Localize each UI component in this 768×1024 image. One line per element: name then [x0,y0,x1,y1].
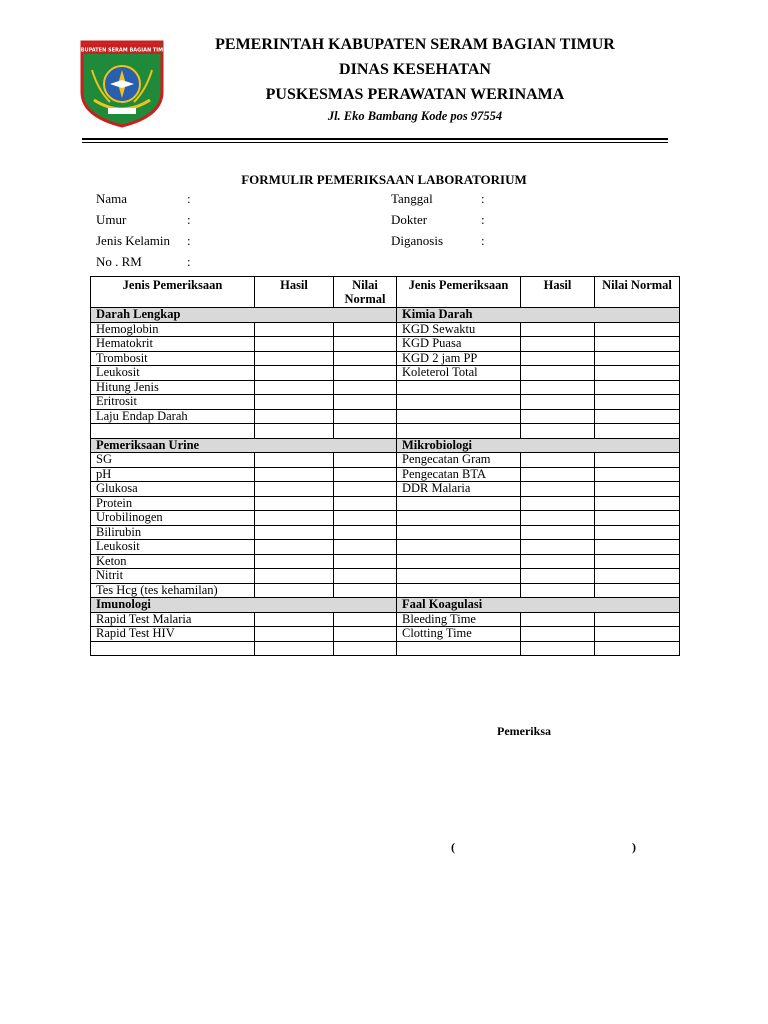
result-cell[interactable] [521,467,595,482]
normal-value-cell[interactable] [595,366,680,381]
table-row [91,366,680,381]
result-cell[interactable] [521,554,595,569]
field-label-tanggal: Tanggal [391,191,433,206]
result-cell[interactable] [255,366,334,381]
signature-close-paren: ) [632,840,636,854]
normal-value-cell[interactable] [334,583,397,598]
normal-value-cell[interactable] [595,496,680,511]
result-cell[interactable] [255,395,334,410]
result-cell[interactable] [255,482,334,497]
field-colon: : [481,233,485,248]
normal-value-cell[interactable] [595,395,680,410]
result-cell[interactable] [521,482,595,497]
exam-name-cell [397,540,521,555]
table-row [91,612,680,627]
normal-value-cell[interactable] [334,380,397,395]
exam-name-cell: Hematokrit [91,337,255,352]
normal-value-cell[interactable] [595,540,680,555]
lab-table-body [91,308,680,656]
table-row [91,438,680,453]
normal-value-cell[interactable] [595,424,680,439]
header-rule-thick [82,138,668,140]
table-row [91,322,680,337]
normal-value-cell[interactable] [595,641,680,656]
result-cell[interactable] [255,351,334,366]
normal-value-cell[interactable] [595,511,680,526]
exam-name-cell: Hitung Jenis [91,380,255,395]
exam-name-cell [397,511,521,526]
exam-name-cell [397,525,521,540]
normal-value-cell[interactable] [595,337,680,352]
field-colon: : [187,191,191,206]
header-address: Jl. Eko Bambang Kode pos 97554 [327,109,503,123]
table-row [91,395,680,410]
normal-value-cell[interactable] [595,525,680,540]
field-colon: : [187,233,191,248]
result-cell[interactable] [255,467,334,482]
table-row [91,583,680,598]
exam-name-cell: Clotting Time [397,627,521,642]
table-row [91,569,680,584]
exam-name-cell: Protein [91,496,255,511]
normal-value-cell[interactable] [334,351,397,366]
normal-value-cell[interactable] [334,424,397,439]
normal-value-cell[interactable] [595,583,680,598]
section-heading: Kimia Darah [397,308,680,323]
field-label-no-rm: No . RM [96,254,142,269]
normal-value-cell[interactable] [334,467,397,482]
exam-name-cell: Nitrit [91,569,255,584]
table-row [91,496,680,511]
form-title: FORMULIR PEMERIKSAAN LABORATORIUM [241,172,527,187]
exam-name-cell [397,569,521,584]
result-cell[interactable] [521,569,595,584]
result-cell[interactable] [255,612,334,627]
normal-value-cell[interactable] [334,511,397,526]
table-row [91,308,680,323]
field-label-jenis-kelamin: Jenis Kelamin [96,233,171,248]
exam-name-cell: Keton [91,554,255,569]
result-cell[interactable] [255,525,334,540]
normal-value-cell[interactable] [595,322,680,337]
normal-value-cell[interactable] [595,554,680,569]
normal-value-cell[interactable] [595,453,680,468]
table-row [91,337,680,352]
table-row [91,525,680,540]
result-cell[interactable] [521,511,595,526]
header-puskesmas: PUSKESMAS PERAWATAN WERINAMA [265,86,565,103]
svg-text:KABUPATEN SERAM BAGIAN TIMUR: KABUPATEN SERAM BAGIAN TIMUR [72,47,172,54]
exam-name-cell: Leukosit [91,366,255,381]
table-row [91,424,680,439]
exam-name-cell [397,424,521,439]
table-row [91,540,680,555]
result-cell[interactable] [521,627,595,642]
result-cell[interactable] [521,641,595,656]
exam-name-cell: Rapid Test HIV [91,627,255,642]
exam-name-cell: Glukosa [91,482,255,497]
result-cell[interactable] [255,554,334,569]
field-colon: : [481,212,485,227]
table-row [91,380,680,395]
normal-value-cell[interactable] [334,337,397,352]
exam-name-cell: Bleeding Time [397,612,521,627]
exam-name-cell [397,554,521,569]
result-cell[interactable] [521,583,595,598]
table-row [91,409,680,424]
exam-name-cell: KGD Sewaktu [397,322,521,337]
result-cell[interactable] [521,540,595,555]
table-row [91,641,680,656]
result-cell[interactable] [255,337,334,352]
section-heading: Pemeriksaan Urine [91,438,397,453]
lab-exam-table [90,276,680,656]
result-cell[interactable] [521,424,595,439]
field-colon: : [187,254,191,269]
result-cell[interactable] [255,424,334,439]
result-cell[interactable] [521,612,595,627]
exam-name-cell: Laju Endap Darah [91,409,255,424]
field-colon: : [481,191,485,206]
examiner-label: Pemeriksa [497,724,551,738]
exam-name-cell: Koleterol Total [397,366,521,381]
result-cell[interactable] [255,641,334,656]
exam-name-cell: Tes Hcg (tes kehamilan) [91,583,255,598]
normal-value-cell[interactable] [595,380,680,395]
result-cell[interactable] [521,322,595,337]
result-cell[interactable] [521,453,595,468]
normal-value-cell[interactable] [595,467,680,482]
normal-value-cell[interactable] [595,409,680,424]
header-department: DINAS KESEHATAN [339,61,491,78]
exam-name-cell: pH [91,467,255,482]
result-cell[interactable] [521,366,595,381]
normal-value-cell[interactable] [334,641,397,656]
exam-name-cell [397,380,521,395]
result-cell[interactable] [521,409,595,424]
normal-value-cell[interactable] [595,612,680,627]
normal-value-cell[interactable] [334,496,397,511]
result-cell[interactable] [521,337,595,352]
result-cell[interactable] [255,496,334,511]
field-colon: : [187,212,191,227]
section-heading: Faal Koagulasi [397,598,680,613]
exam-name-cell: SG [91,453,255,468]
exam-name-cell [91,641,255,656]
result-cell[interactable] [255,627,334,642]
result-cell[interactable] [255,540,334,555]
exam-name-cell: Hemoglobin [91,322,255,337]
exam-name-cell: KGD 2 jam PP [397,351,521,366]
normal-value-cell[interactable] [595,627,680,642]
result-cell[interactable] [521,380,595,395]
result-cell[interactable] [255,569,334,584]
header-nilai-normal: Nilai Normal [334,277,397,308]
header-hasil: Hasil [521,277,595,308]
exam-name-cell [397,641,521,656]
normal-value-cell[interactable] [595,482,680,497]
table-row [91,482,680,497]
section-heading: Mikrobiologi [397,438,680,453]
normal-value-cell[interactable] [595,351,680,366]
header-jenis-pemeriksaan: Jenis Pemeriksaan [397,277,521,308]
header-jenis-pemeriksaan: Jenis Pemeriksaan [91,277,255,308]
normal-value-cell[interactable] [334,395,397,410]
result-cell[interactable] [521,496,595,511]
exam-name-cell: KGD Puasa [397,337,521,352]
table-row [91,598,680,613]
normal-value-cell[interactable] [334,540,397,555]
exam-name-cell: Trombosit [91,351,255,366]
exam-name-cell [397,496,521,511]
normal-value-cell[interactable] [334,525,397,540]
normal-value-cell[interactable] [595,569,680,584]
normal-value-cell[interactable] [334,366,397,381]
normal-value-cell[interactable] [334,453,397,468]
table-row [91,627,680,642]
exam-name-cell: Eritrosit [91,395,255,410]
field-label-diagnosis: Diganosis [391,233,443,248]
field-label-dokter: Dokter [391,212,428,227]
result-cell[interactable] [255,322,334,337]
normal-value-cell[interactable] [334,409,397,424]
table-row [91,351,680,366]
header-government: PEMERINTAH KABUPATEN SERAM BAGIAN TIMUR [215,36,615,53]
normal-value-cell[interactable] [334,482,397,497]
result-cell[interactable] [255,583,334,598]
exam-name-cell [397,409,521,424]
normal-value-cell[interactable] [334,322,397,337]
table-row [91,453,680,468]
normal-value-cell[interactable] [334,554,397,569]
result-cell[interactable] [255,453,334,468]
field-label-nama: Nama [96,191,128,206]
header-nilai-normal: Nilai Normal [595,277,680,308]
section-heading: Imunologi [91,598,397,613]
exam-name-cell: Bilirubin [91,525,255,540]
exam-name-cell: DDR Malaria [397,482,521,497]
exam-name-cell [91,424,255,439]
table-header-row [91,277,680,308]
result-cell[interactable] [521,351,595,366]
exam-name-cell [397,583,521,598]
exam-name-cell [397,395,521,410]
exam-name-cell: Leukosit [91,540,255,555]
normal-value-cell[interactable] [334,612,397,627]
result-cell[interactable] [255,409,334,424]
normal-value-cell[interactable] [334,569,397,584]
result-cell[interactable] [521,525,595,540]
header-rule-thin [82,142,668,143]
table-row [91,554,680,569]
exam-name-cell: Pengecatan BTA [397,467,521,482]
table-row [91,511,680,526]
result-cell[interactable] [521,395,595,410]
section-heading: Darah Lengkap [91,308,397,323]
signature-open-paren: ( [451,840,455,854]
exam-name-cell: Urobilinogen [91,511,255,526]
normal-value-cell[interactable] [334,627,397,642]
exam-name-cell: Rapid Test Malaria [91,612,255,627]
result-cell[interactable] [255,380,334,395]
table-row [91,467,680,482]
result-cell[interactable] [255,511,334,526]
exam-name-cell: Pengecatan Gram [397,453,521,468]
header-hasil: Hasil [255,277,334,308]
field-label-umur: Umur [96,212,127,227]
